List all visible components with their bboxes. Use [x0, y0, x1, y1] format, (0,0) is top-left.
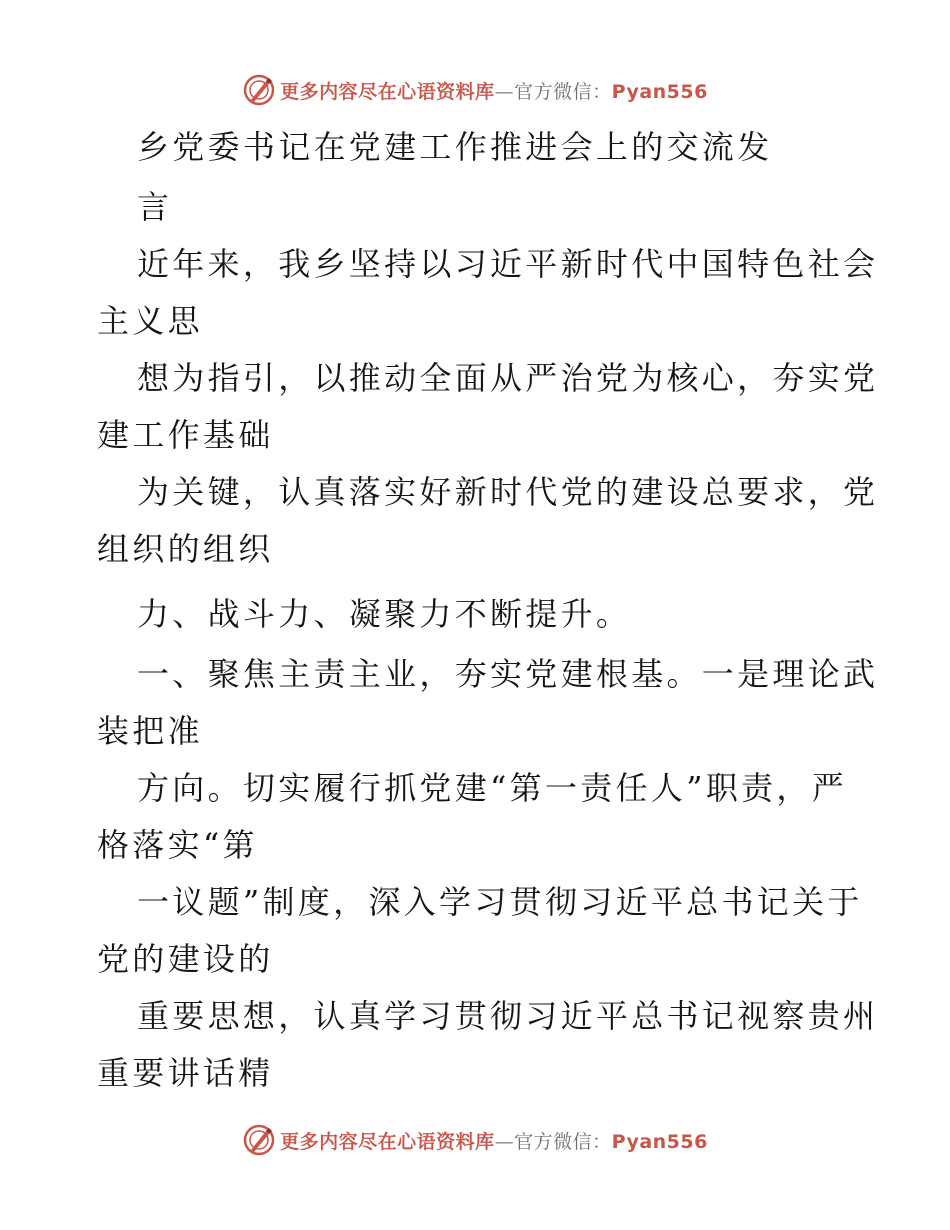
paragraph-line: 一、聚焦主责主业，夯实党建根基。一是理论武 — [137, 655, 879, 693]
paragraph-line: 想为指引，以推动全面从严治党为核心，夯实党 — [137, 359, 879, 397]
banner-account: Pyan556 — [611, 80, 708, 103]
paragraph-line: 方向。切实履行抓党建“第一责任人”职责，严 — [137, 769, 848, 807]
paragraph-line: 为关键，认真落实好新时代党的建设总要求，党 — [137, 473, 879, 511]
pen-logo-icon — [242, 1123, 276, 1157]
document-title-line-2: 言 — [137, 188, 173, 226]
paragraph-line: 力、战斗力、凝聚力不断提升。 — [137, 595, 632, 633]
banner-account: Pyan556 — [611, 1130, 708, 1153]
paragraph-line: 格落实“第 — [97, 826, 258, 864]
paragraph-line: 一议题”制度，深入学习贯彻习近平总书记关于 — [137, 883, 863, 921]
banner-separator: — — [494, 80, 515, 103]
banner-site-text: 更多内容尽在心语资料库 — [280, 1130, 495, 1153]
banner-wechat-label: 官方微信： — [514, 80, 612, 103]
footer-watermark-banner — [0, 1120, 950, 1160]
paragraph-line: 党的建设的 — [97, 940, 274, 978]
paragraph-line: 主义思 — [97, 302, 203, 340]
banner-wechat-label: 官方微信： — [514, 1130, 612, 1153]
paragraph-line: 近年来，我乡坚持以习近平新时代中国特色社会 — [137, 245, 879, 283]
paragraph-line: 重要讲话精 — [97, 1054, 274, 1092]
banner-separator: — — [494, 1130, 515, 1153]
paragraph-line: 重要思想，认真学习贯彻习近平总书记视察贵州 — [137, 997, 879, 1035]
paragraph-line: 装把准 — [97, 712, 203, 750]
banner-site-text: 更多内容尽在心语资料库 — [280, 80, 495, 103]
paragraph-line: 组织的组织 — [97, 530, 274, 568]
document-title-line-1: 乡党委书记在党建工作推进会上的交流发 — [137, 128, 773, 166]
paragraph-line: 建工作基础 — [97, 416, 274, 454]
